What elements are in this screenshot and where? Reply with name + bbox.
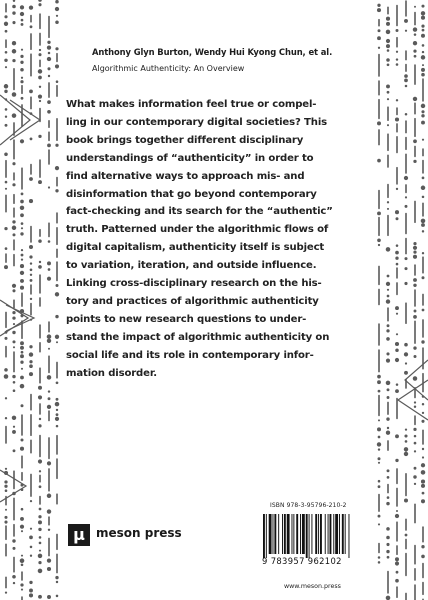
author-line: Anthony Glyn Burton, Wendy Hui Kyong Chun, et al.: [92, 47, 333, 57]
logo-glyph: μ: [73, 525, 85, 544]
blurb-line: social life and its role in contemporary infor-: [66, 349, 314, 361]
isbn-label: ISBN 978-3-95796-210-2: [270, 502, 347, 509]
blurb-line: What makes information feel true or compel-: [66, 99, 317, 110]
blurb-line: to variation, iteration, and outside influence.: [66, 260, 317, 272]
blurb-text: [66, 96, 366, 383]
blurb-line: find alternative ways to approach mis- and: [66, 170, 305, 182]
blurb-line: digital capitalism, authenticity itself is subject: [66, 242, 325, 254]
blurb-line: understandings of “authenticity” in order to: [66, 152, 314, 164]
blurb-line: truth. Patterned under the algorithmic flows of: [66, 224, 329, 236]
blurb-line: mation disorder.: [66, 367, 157, 379]
blurb-line: fact-checking and its search for the “authentic”: [66, 206, 333, 218]
blurb-line: book brings together different disciplinary: [66, 134, 304, 146]
blurb-line: disinformation that go beyond contemporary: [66, 188, 317, 200]
blurb-line: Linking cross-disciplinary research on the his-: [66, 278, 322, 290]
blurb-line: ling in our contemporary digital societies? This: [66, 116, 327, 128]
blurb-line: points to new research questions to under-: [66, 313, 307, 325]
publisher-url[interactable]: www.meson.press: [284, 583, 341, 590]
barcode-digits: 9 783957 962102: [262, 556, 342, 566]
blurb-line: tory and practices of algorithmic authenticity: [66, 295, 319, 307]
barcode-icon: [262, 514, 360, 558]
blurb-line: stand the impact of algorithmic authenticity on: [66, 331, 330, 343]
meson-press-logo-icon: [68, 524, 90, 546]
publisher-name: meson press: [96, 526, 182, 540]
book-subtitle: Algorithmic Authenticity: An Overview: [92, 64, 245, 73]
